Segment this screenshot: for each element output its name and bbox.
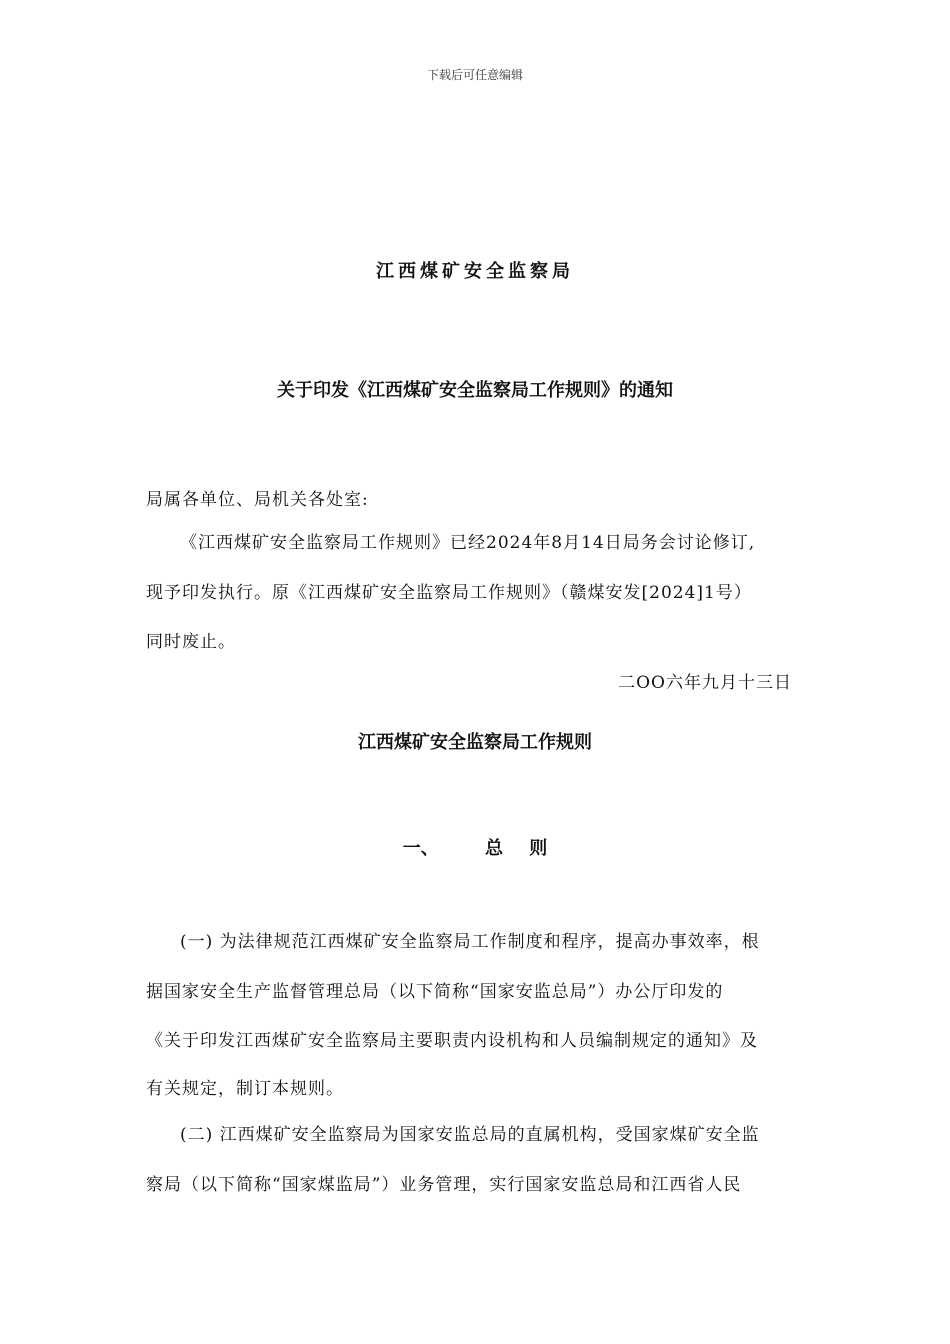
header-note: 下载后可任意编辑 xyxy=(426,68,523,82)
notice-line-2: 现予印发执行。原《江西煤矿安全监察局工作规则》（赣煤安发[2024]1号） xyxy=(146,583,752,603)
salutation: 局属各单位、局机关各处室: xyxy=(146,490,369,510)
notice-date: 二OO六年九月十三日 xyxy=(618,673,792,693)
chapter-title-part1: 总 xyxy=(485,838,503,859)
chapter-title-part2: 则 xyxy=(529,838,548,859)
article1-line-3: 《关于印发江西煤矿安全监察局主要职责内设机构和人员编制规定的通知》及 xyxy=(146,1031,758,1051)
article2-line-1: (二) 江西煤矿安全监察局为国家安监总局的直属机构，受国家煤矿安全监 xyxy=(180,1125,760,1145)
article1-line-2: 据国家安全生产监督管理总局（以下简称“国家安监总局”）办公厅印发的 xyxy=(146,982,724,1002)
notice-line-1: 《江西煤矿安全监察局工作规则》已经2024年8月14日局务会讨论修订, xyxy=(180,533,756,553)
chapter-heading xyxy=(0,834,950,860)
rules-title: 江西煤矿安全监察局工作规则 xyxy=(358,732,592,753)
article1-line-1: (一) 为法律规范江西煤矿安全监察局工作制度和程序，提高办事效率，根 xyxy=(180,932,760,952)
org-title: 江西煤矿安全监察局 xyxy=(376,261,574,282)
chapter-number: 一、 xyxy=(402,838,439,859)
article2-line-2: 察局（以下简称“国家煤监局”）业务管理，实行国家安监总局和江西省人民 xyxy=(146,1175,742,1195)
notice-line-3: 同时废止。 xyxy=(146,632,236,652)
notice-title: 关于印发《江西煤矿安全监察局工作规则》的通知 xyxy=(277,380,673,401)
article1-line-4: 有关规定，制订本规则。 xyxy=(146,1079,344,1099)
